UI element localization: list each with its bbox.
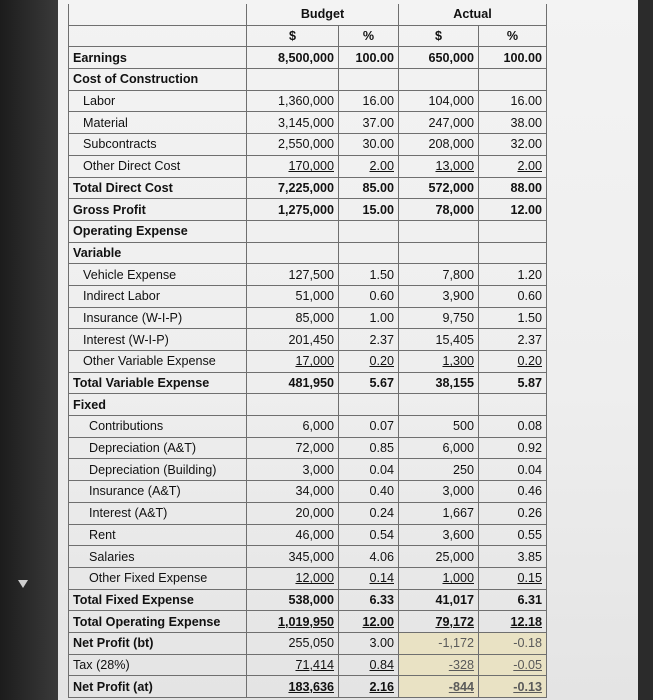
table-row [69,611,547,633]
budget-amount-cell: 3,145,000 [247,112,339,134]
row-label: Salaries [69,546,247,568]
budget-amount-cell: 183,636 [247,676,339,698]
actual-percent-cell: 32.00 [479,134,547,156]
budget-amount-cell: 127,500 [247,264,339,286]
actual-amount-cell [399,242,479,264]
table-row [69,394,547,416]
budget-amount-cell: 51,000 [247,285,339,307]
row-label: Cost of Construction [69,69,247,91]
budget-percent-cell [339,394,399,416]
row-label: Interest (A&T) [69,502,247,524]
budget-percent-header: % [339,25,399,47]
budget-amount-cell: 1,275,000 [247,199,339,221]
table-row [69,112,547,134]
actual-amount-cell: 41,017 [399,589,479,611]
table-row [69,502,547,524]
budget-amount-cell: 1,019,950 [247,611,339,633]
budget-amount-cell: 71,414 [247,654,339,676]
table-row [69,654,547,676]
actual-amount-cell: 15,405 [399,329,479,351]
budget-percent-cell: 2.16 [339,676,399,698]
actual-percent-cell: -0.18 [479,632,547,654]
budget-percent-cell: 30.00 [339,134,399,156]
actual-percent-cell: 0.92 [479,437,547,459]
budget-amount-cell: 481,950 [247,372,339,394]
budget-percent-cell: 15.00 [339,199,399,221]
budget-amount-cell: 2,550,000 [247,134,339,156]
budget-percent-cell: 0.24 [339,502,399,524]
row-label: Labor [69,90,247,112]
budget-percent-cell: 6.33 [339,589,399,611]
table-row [69,134,547,156]
budget-percent-cell: 37.00 [339,112,399,134]
row-label: Vehicle Expense [69,264,247,286]
budget-percent-cell: 0.85 [339,437,399,459]
actual-percent-cell: 2.37 [479,329,547,351]
actual-percent-cell: 0.20 [479,351,547,373]
header-empty [69,4,247,25]
budget-amount-cell [247,69,339,91]
budget-percent-cell: 1.00 [339,307,399,329]
budget-percent-cell: 2.37 [339,329,399,351]
table-row [69,632,547,654]
actual-amount-cell: 1,000 [399,567,479,589]
actual-amount-cell: 78,000 [399,199,479,221]
actual-percent-cell: -0.05 [479,654,547,676]
table-row [69,437,547,459]
table-row [69,199,547,221]
actual-amount-cell [399,220,479,242]
actual-amount-cell: 650,000 [399,47,479,69]
triangle-down-icon [18,580,28,588]
budget-percent-cell: 5.67 [339,372,399,394]
row-label: Total Variable Expense [69,372,247,394]
budget-percent-cell: 4.06 [339,546,399,568]
table-row [69,351,547,373]
budget-percent-cell [339,242,399,264]
row-label: Other Direct Cost [69,155,247,177]
actual-amount-cell: -844 [399,676,479,698]
actual-amount-cell: 1,667 [399,502,479,524]
row-label: Contributions [69,416,247,438]
actual-amount-cell: 500 [399,416,479,438]
table-row [69,220,547,242]
actual-percent-cell: 38.00 [479,112,547,134]
row-label: Material [69,112,247,134]
actual-percent-cell: 1.50 [479,307,547,329]
table-row [69,264,547,286]
budget-amount-cell: 72,000 [247,437,339,459]
table-row [69,567,547,589]
budget-dollar-header: $ [247,25,339,47]
budget-percent-cell [339,220,399,242]
actual-percent-cell: 0.08 [479,416,547,438]
budget-amount-cell: 345,000 [247,546,339,568]
budget-percent-cell: 3.00 [339,632,399,654]
row-label: Other Variable Expense [69,351,247,373]
actual-percent-cell: 2.00 [479,155,547,177]
budget-header: Budget [247,4,399,25]
actual-percent-cell: 1.20 [479,264,547,286]
actual-percent-cell: 12.18 [479,611,547,633]
budget-percent-cell: 0.54 [339,524,399,546]
budget-amount-cell: 201,450 [247,329,339,351]
actual-percent-header: % [479,25,547,47]
row-label: Operating Expense [69,220,247,242]
budget-amount-cell: 538,000 [247,589,339,611]
budget-amount-cell [247,220,339,242]
actual-percent-cell: 0.26 [479,502,547,524]
units-empty [69,25,247,47]
table-row [69,155,547,177]
row-label: Other Fixed Expense [69,567,247,589]
budget-amount-cell: 170,000 [247,155,339,177]
budget-percent-cell: 0.20 [339,351,399,373]
budget-percent-cell: 0.60 [339,285,399,307]
row-label: Depreciation (Building) [69,459,247,481]
row-label: Rent [69,524,247,546]
row-label: Depreciation (A&T) [69,437,247,459]
budget-amount-cell [247,242,339,264]
budget-percent-cell: 85.00 [339,177,399,199]
actual-percent-cell [479,394,547,416]
table-row [69,416,547,438]
header-row-titles [69,4,547,25]
row-label: Interest (W-I-P) [69,329,247,351]
table-row [69,546,547,568]
actual-percent-cell: 100.00 [479,47,547,69]
spreadsheet-page [58,0,638,700]
budget-actual-table [68,4,547,698]
actual-percent-cell: 12.00 [479,199,547,221]
budget-amount-cell: 7,225,000 [247,177,339,199]
budget-amount-cell: 20,000 [247,502,339,524]
table-row [69,90,547,112]
table-row [69,47,547,69]
actual-percent-cell: 6.31 [479,589,547,611]
actual-percent-cell: 3.85 [479,546,547,568]
actual-dollar-header: $ [399,25,479,47]
budget-percent-cell: 0.84 [339,654,399,676]
budget-amount-cell: 34,000 [247,481,339,503]
actual-amount-cell [399,69,479,91]
actual-amount-cell: 1,300 [399,351,479,373]
actual-percent-cell [479,242,547,264]
budget-percent-cell: 2.00 [339,155,399,177]
table-row [69,481,547,503]
budget-percent-cell [339,69,399,91]
budget-amount-cell: 17,000 [247,351,339,373]
actual-amount-cell: 247,000 [399,112,479,134]
table-row [69,589,547,611]
actual-percent-cell [479,69,547,91]
row-label: Insurance (W-I-P) [69,307,247,329]
budget-amount-cell: 6,000 [247,416,339,438]
row-label: Tax (28%) [69,654,247,676]
table-row [69,459,547,481]
row-label: Net Profit (bt) [69,632,247,654]
row-label: Subcontracts [69,134,247,156]
budget-amount-cell: 46,000 [247,524,339,546]
row-label: Indirect Labor [69,285,247,307]
actual-amount-cell: 7,800 [399,264,479,286]
actual-percent-cell: 16.00 [479,90,547,112]
budget-percent-cell: 0.07 [339,416,399,438]
actual-amount-cell: 572,000 [399,177,479,199]
budget-amount-cell [247,394,339,416]
row-label: Gross Profit [69,199,247,221]
row-label: Insurance (A&T) [69,481,247,503]
table-row [69,242,547,264]
actual-amount-cell: 208,000 [399,134,479,156]
actual-amount-cell: 6,000 [399,437,479,459]
row-label: Total Direct Cost [69,177,247,199]
actual-percent-cell [479,220,547,242]
actual-percent-cell: 88.00 [479,177,547,199]
row-label: Earnings [69,47,247,69]
table-row [69,285,547,307]
table-row [69,329,547,351]
actual-amount-cell: 13,000 [399,155,479,177]
actual-amount-cell: 9,750 [399,307,479,329]
actual-amount-cell: -1,172 [399,632,479,654]
actual-amount-cell: 250 [399,459,479,481]
row-label: Variable [69,242,247,264]
actual-amount-cell: 38,155 [399,372,479,394]
actual-percent-cell: 5.87 [479,372,547,394]
budget-percent-cell: 0.14 [339,567,399,589]
row-label: Net Profit (at) [69,676,247,698]
row-label: Fixed [69,394,247,416]
actual-header: Actual [399,4,547,25]
budget-amount-cell: 8,500,000 [247,47,339,69]
table-row [69,524,547,546]
actual-percent-cell: 0.60 [479,285,547,307]
table-row [69,676,547,698]
left-edge-shadow [0,0,58,700]
actual-percent-cell: 0.04 [479,459,547,481]
actual-amount-cell: 104,000 [399,90,479,112]
budget-percent-cell: 100.00 [339,47,399,69]
actual-amount-cell: 3,600 [399,524,479,546]
budget-percent-cell: 12.00 [339,611,399,633]
budget-percent-cell: 1.50 [339,264,399,286]
budget-amount-cell: 3,000 [247,459,339,481]
table-row [69,177,547,199]
budget-percent-cell: 16.00 [339,90,399,112]
row-label: Total Operating Expense [69,611,247,633]
actual-percent-cell: 0.15 [479,567,547,589]
actual-percent-cell: -0.13 [479,676,547,698]
table-row [69,307,547,329]
actual-amount-cell: 3,900 [399,285,479,307]
budget-amount-cell: 1,360,000 [247,90,339,112]
budget-percent-cell: 0.40 [339,481,399,503]
budget-amount-cell: 12,000 [247,567,339,589]
budget-amount-cell: 85,000 [247,307,339,329]
row-label: Total Fixed Expense [69,589,247,611]
actual-amount-cell [399,394,479,416]
actual-percent-cell: 0.55 [479,524,547,546]
actual-amount-cell: -328 [399,654,479,676]
actual-amount-cell: 79,172 [399,611,479,633]
table-row [69,372,547,394]
table-row [69,69,547,91]
actual-amount-cell: 3,000 [399,481,479,503]
actual-amount-cell: 25,000 [399,546,479,568]
budget-amount-cell: 255,050 [247,632,339,654]
actual-percent-cell: 0.46 [479,481,547,503]
budget-percent-cell: 0.04 [339,459,399,481]
header-row-units [69,25,547,47]
